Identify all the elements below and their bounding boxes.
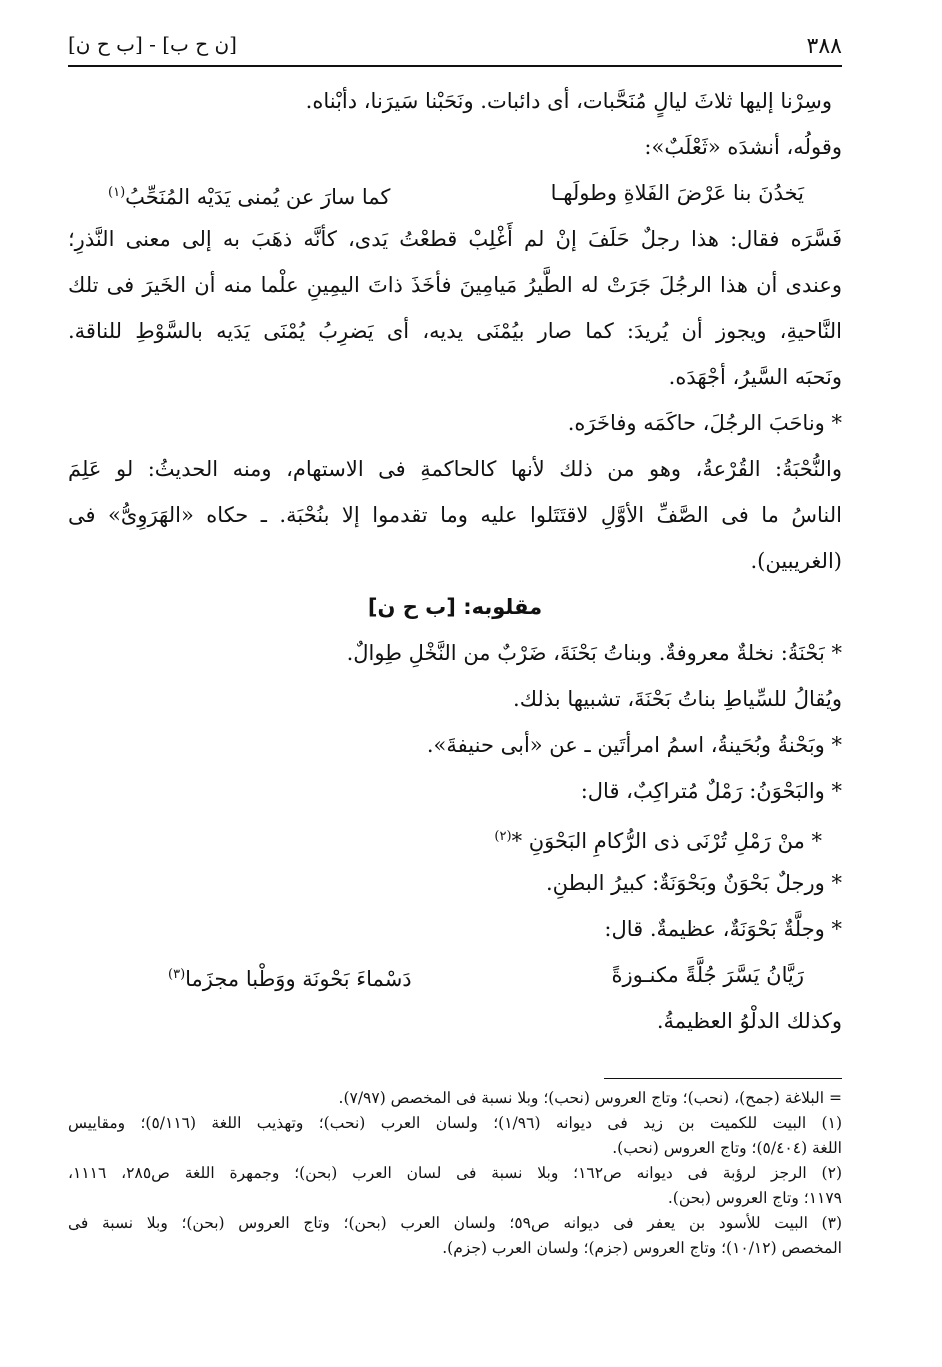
text-line: ويُقالُ للسِّياطِ بناتُ بَحْنَةَ، تشبيها بذلك.	[513, 687, 842, 711]
text-line: (الغريبين).	[750, 549, 842, 573]
text-line: * وناحَبَ الرجُلَ، حاكَمَه وفاخَرَه.	[567, 411, 842, 435]
footnote-line: اللغة (٥/٤٠٤)؛ وتاج العروس (نحب).	[612, 1139, 842, 1157]
text-line: وسِرْنا إليها ثلاثَ ليالٍ مُنَحَّبات، أى دائبات. ونَحَبْنا سَيرَنا، دأبْناه.	[305, 89, 832, 113]
page-header	[68, 30, 842, 64]
text-line: النَّاحيةِ، ويجوز أن يُريدَ: كما صار بيُمْنَى يديه، أى يَضرِبُ يُمْنَى يَدَيه بالسَّوْطِ للناقة.	[68, 319, 842, 343]
text-line: وعندى أن هذا الرجُلَ جَرَتْ له الطَّيرُ مَيامِينَ فأخَذَ ذاتَ اليمِينِ علْما منه أن الخَيرَ فى تلك	[68, 273, 842, 297]
text-line: وكذلك الدلْوُ العظيمةُ.	[656, 1009, 842, 1033]
footnote-marker: (١)	[108, 185, 126, 200]
rajaz-verse: * منْ رَمْلِ تُرْنَى ذى الرُّكامِ البَحْوَنِ *	[511, 829, 822, 853]
text-line: الناسُ ما فى الصَّفِّ الأوَّلِ لاقتَتَلوا عليه وما تقدموا إلا بنُحْبَة. ـ حكاه «الهَرَوِىُّ» فى	[68, 503, 842, 527]
verse-second-hemistich: دَسْماءَ بَحْونَة ووَطْبا مجزَما$^{(٣)}$	[168, 967, 412, 991]
verse-line	[68, 952, 842, 998]
footnote-line: المخصص (١٠/١٢)؛ وتاج العروس (جزم)؛ ولسان العرب (جزم).	[442, 1239, 842, 1257]
footnote-line: ١١٧٩؛ وتاج العروس (بحن).	[667, 1189, 842, 1207]
text-line: * ورجلٌ بَحْوَنٌ وبَحْوَنَةٌ: كبيرُ البطنِ.	[546, 871, 842, 895]
text-line: * وجلَّةٌ بَحْوَنَةٌ، عظيمةٌ. قال:	[604, 917, 842, 941]
footnote-marker: (٣)	[168, 967, 186, 982]
main-text	[68, 78, 842, 1044]
footnote-rule	[604, 1078, 842, 1079]
verse-line	[68, 170, 842, 216]
footnote-line: (٣) البيت للأسود بن يعفر فى ديوانه ص٥٩؛ ولسان العرب (بحن)؛ وتاج العروس (بحن)؛ وبلا نسبة فى	[68, 1214, 842, 1232]
verse-second-hemistich: كما سارَ عن يُمنى يَدَيْه المُنَحِّبُ$^{(١)}$	[108, 185, 391, 209]
verse-first-hemistich: يَخدُنَ بنا عَرْضَ الفَلاةِ وطولَهـا	[550, 181, 804, 205]
text-line: * وبَحْنةُ وبُحَينةُ، اسمُ امرأتَين ـ عن «أبى حنيفةَ».	[426, 733, 842, 757]
footnote-line: (٢) الرجز لرؤبة فى ديوانه ص١٦٢؛ وبلا نسبة فى لسان العرب (بحن)؛ وجمهرة اللغة ص٢٨٥، ١١١٦،	[68, 1164, 842, 1182]
text-line: وقولُه، أنشدَه «ثَعْلَبٌ»:	[644, 135, 842, 159]
section-heading: مقلوبه: [ب ح ن]	[367, 595, 543, 619]
text-line: * والبَحْوَنُ: رَمْلٌ مُتراكِبٌ، قال:	[580, 779, 842, 803]
footnote-line: (١) البيت للكميت بن زيد فى ديوانه (١/٩٦)؛ ولسان العرب (نحب)؛ وتهذيب اللغة (٥/١١٦)؛ ومقاييس	[68, 1114, 842, 1132]
text-line: فَسَّرَه فقال: هذا رجلٌ حَلَفَ إنْ لم أَغْلِبْ قطعْتُ يَدى، كأنَّه ذهَبَ به إلى معنى النَّذرِ؛	[68, 227, 842, 251]
text-line: والنُّحْبَةُ: القُرْعةُ، وهو من ذلك لأنها كالحاكمةِ فى الاستهام، ومنه الحديثُ: لو عَلِمَ	[68, 457, 842, 481]
header-rule	[68, 65, 842, 67]
footnotes	[68, 1086, 842, 1261]
running-head: [ن ح ب] - [ب ح ن]	[68, 32, 237, 56]
verse-line	[68, 814, 842, 860]
footnote-marker: (٢)	[494, 829, 512, 844]
text-line: * بَحْنَةُ: نخلةٌ معروفةٌ. وبناتُ بَحْنَةَ، ضَرْبٌ من النَّخْلِ طِوالٌ.	[346, 641, 842, 665]
verse-first-hemistich: رَيَّانُ يَسَّرَ جُلَّةً مكنـوزةً	[611, 963, 804, 987]
page-number: ٣٨٨	[806, 34, 842, 59]
text-line: ونَحبَه السَّيرُ، أجْهَدَه.	[668, 365, 842, 389]
footnote-line: = البلاغة (جمح)، (نحب)؛ وتاج العروس (نحب)؛ وبلا نسبة فى المخصص (٧/٩٧).	[338, 1089, 842, 1107]
